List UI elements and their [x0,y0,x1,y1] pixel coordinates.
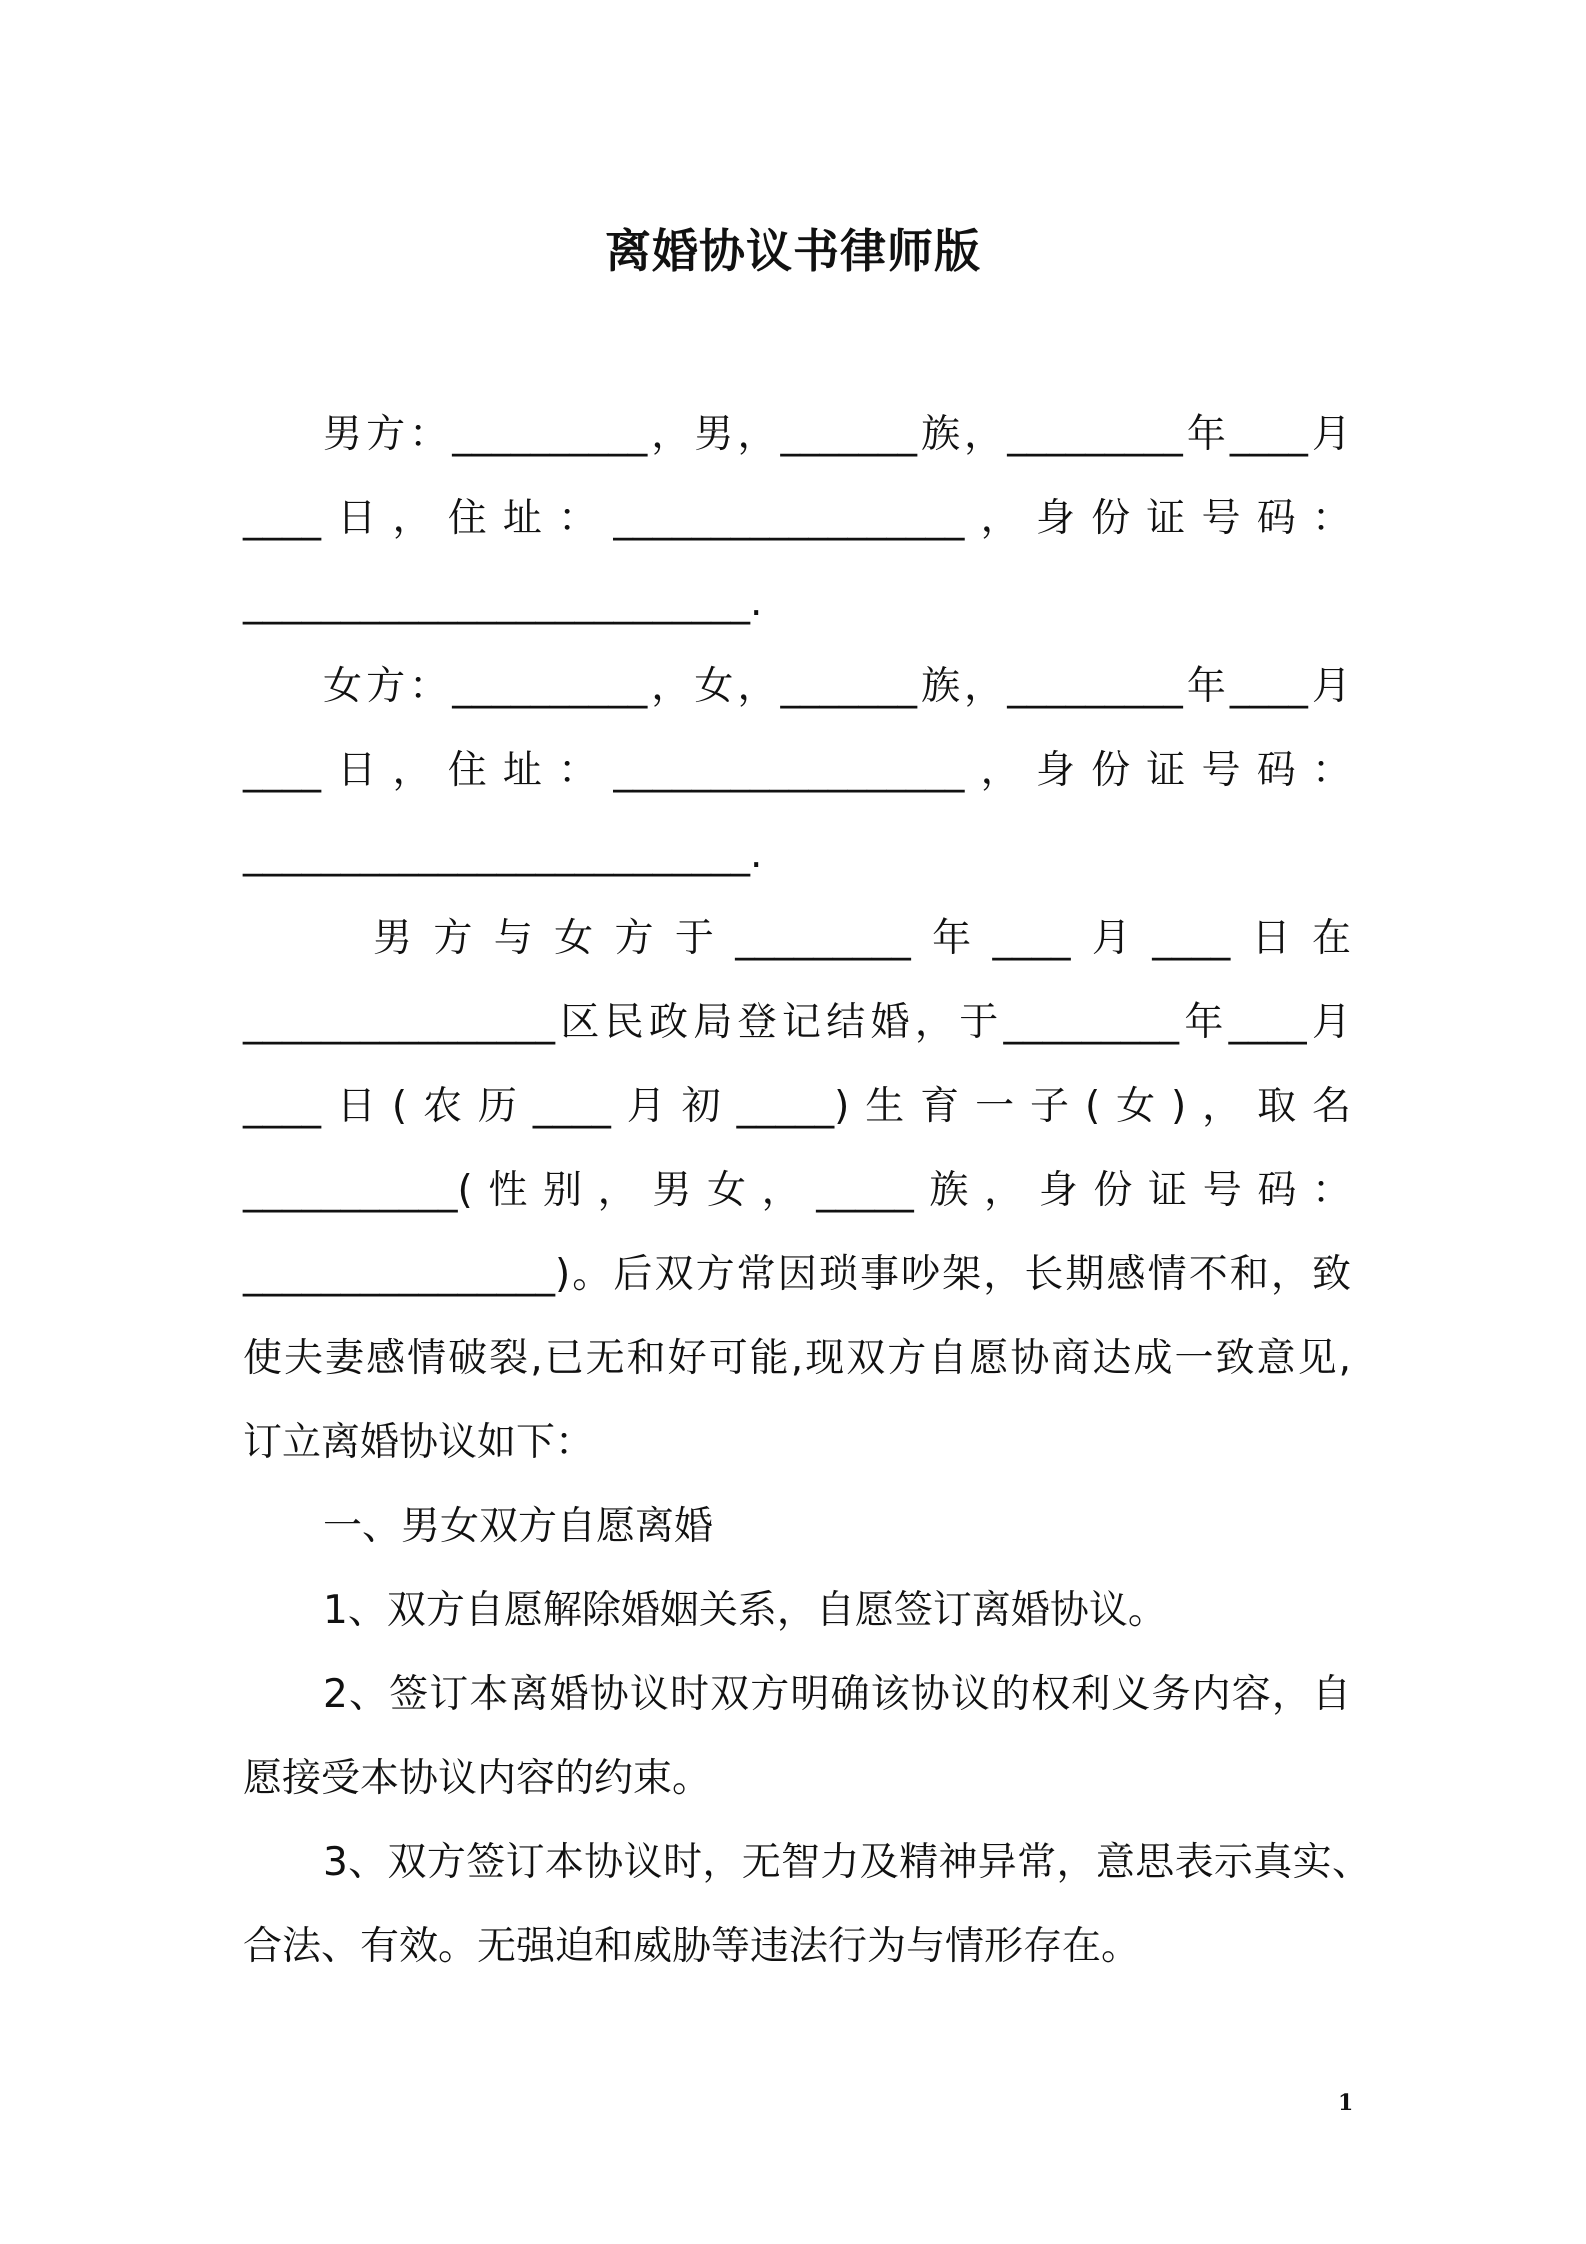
marriage-paragraph-line-7: 订立离婚协议如下： [243,1420,595,1465]
document-title: 离婚协议书律师版 [605,224,981,278]
male-party-line-3: __________________________. [243,580,763,625]
clause-1-line-1: 1、双方自愿解除婚姻关系，自愿签订离婚协议。 [323,1588,1167,1633]
male-party-line-1: 男方：__________，男，_______族，_________年____月 [323,412,1351,457]
female-party-line-2: ____日，住址：__________________，身份证号码： [243,748,1351,793]
clause-2-line-1: 2、签订本离婚协议时双方明确该协议的权利义务内容，自 [323,1672,1351,1717]
marriage-paragraph-line-6: 使夫妻感情破裂,已无和好可能,现双方自愿协商达成一致意见, [243,1336,1351,1381]
marriage-paragraph-line-1: 男方与女方于_________年____月____日在 [373,916,1351,961]
marriage-paragraph-line-5: ________________)。后双方常因琐事吵架，长期感情不和，致 [243,1252,1351,1297]
marriage-paragraph-line-3: ____日(农历____月初_____)生育一子(女)，取名 [243,1084,1351,1129]
clause-3-line-1: 3、双方签订本协议时，无智力及精神异常，意思表示真实、 [323,1840,1371,1885]
page-number: 1 [1338,2090,1354,2116]
female-party-line-1: 女方：__________，女，_______族，_________年____月 [323,664,1351,709]
female-party-line-3: __________________________. [243,832,763,877]
male-party-line-2: ____日，住址：__________________，身份证号码： [243,496,1351,541]
marriage-paragraph-line-4: ___________(性别，男女，_____族，身份证号码： [243,1168,1351,1213]
marriage-paragraph-line-2: ________________区民政局登记结婚，于_________年____月 [243,1000,1351,1045]
clause-2-line-2: 愿接受本协议内容的约束。 [243,1756,712,1801]
clause-3-line-2: 合法、有效。无强迫和威胁等违法行为与情形存在。 [243,1924,1141,1969]
section-heading-1: 一、男女双方自愿离婚 [323,1504,714,1549]
